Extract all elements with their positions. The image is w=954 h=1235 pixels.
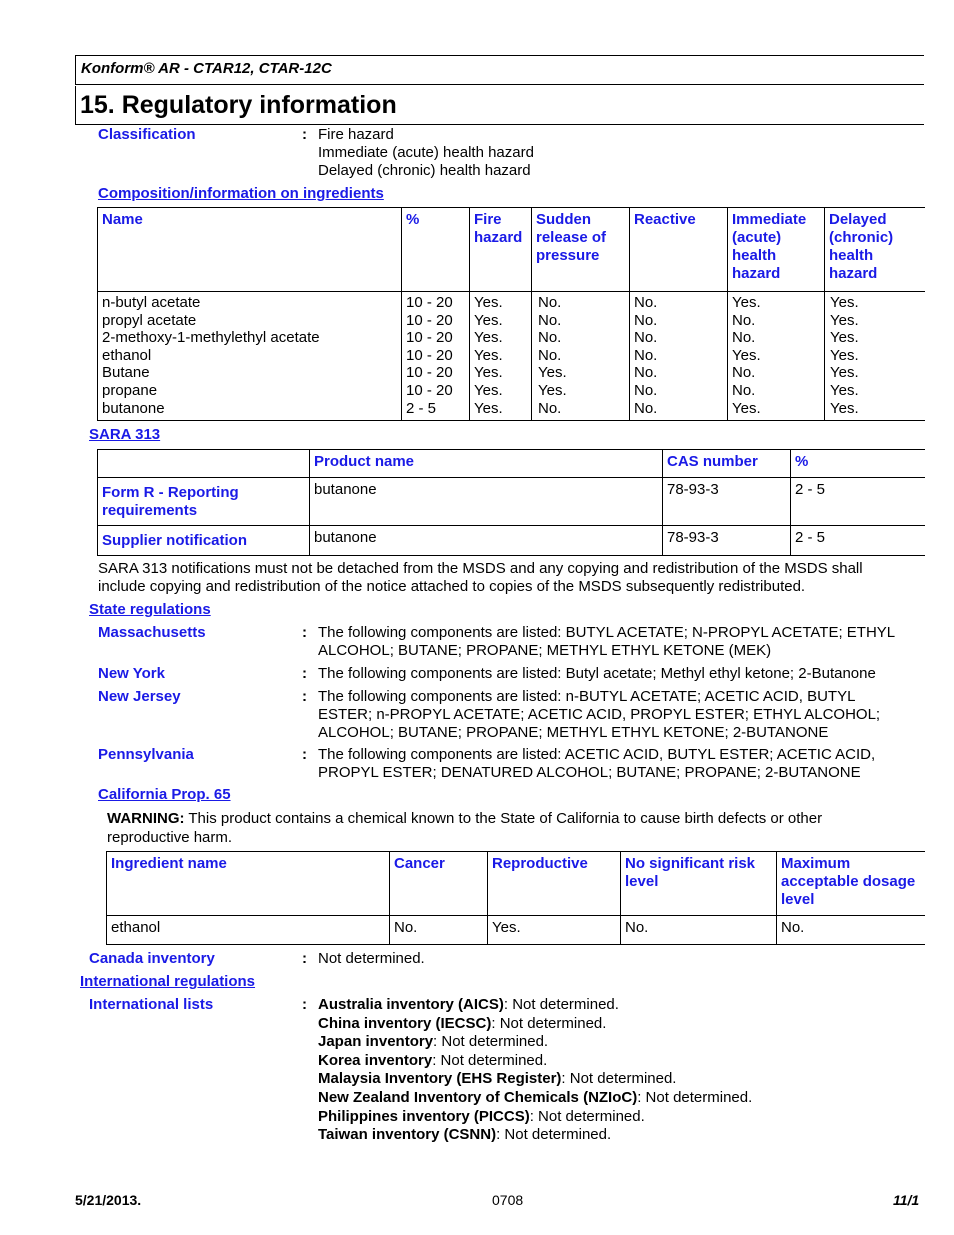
sara-link[interactable]: SARA 313 (89, 426, 161, 443)
inventory-value: : Not determined. (433, 1033, 549, 1051)
international-link[interactable]: International regulations (80, 973, 256, 990)
immediate-value: No. (732, 364, 756, 382)
sudden-value: Yes. (538, 381, 567, 399)
inventory-item (318, 1015, 752, 1034)
state-label-new-jersey: New Jersey (98, 688, 181, 705)
ca-madl: No. (777, 916, 926, 945)
ingredient-name: ethanol (102, 346, 152, 364)
reactive-value: No. (634, 399, 658, 417)
fire-value: Yes. (474, 294, 503, 311)
inventory-name: Philippines inventory (PICCS) (318, 1107, 530, 1125)
state-label-massachusetts: Massachusetts (98, 624, 206, 641)
ingredient-name: Butane (102, 364, 150, 382)
sudden-value: No. (538, 311, 562, 329)
california-warning (107, 810, 822, 847)
state-text-pennsylvania (318, 746, 875, 782)
ingredient-name: propyl acetate (102, 311, 197, 329)
inventory-item (318, 996, 752, 1015)
california-link[interactable]: California Prop. 65 (98, 786, 231, 803)
fire-value: Yes. (474, 311, 503, 329)
classification-value: Immediate (acute) health hazard (318, 144, 534, 161)
percent-value: 10 - 20 (406, 329, 453, 347)
fire-value: Yes. (474, 399, 503, 417)
state-colon: : (302, 746, 307, 763)
classification-colon: : (302, 126, 307, 143)
reactive-value: No. (634, 294, 658, 311)
state-colon: : (302, 688, 307, 705)
classification-value: Fire hazard (318, 126, 394, 143)
percent-value: 10 - 20 (406, 381, 453, 399)
col-header-delayed: Delayed (chronic) health hazard (825, 208, 926, 292)
inventory-value: : Not determined. (561, 1070, 677, 1088)
delayed-value: Yes. (830, 399, 859, 417)
sara-table (97, 449, 925, 556)
delayed-value: Yes. (830, 364, 859, 382)
inventory-value: : Not determined. (503, 996, 619, 1013)
ca-header-reproductive: Reproductive (488, 852, 621, 916)
reactive-value: No. (634, 311, 658, 329)
col-header-percent: % (402, 208, 470, 292)
sara-row-label: Form R - Reporting requirements (98, 478, 310, 526)
sara-product: butanone (310, 478, 663, 526)
reactive-value: No. (634, 381, 658, 399)
sara-product: butanone (310, 526, 663, 556)
immediate-value: No. (732, 381, 756, 399)
international-lists (318, 996, 752, 1145)
ingredient-name: propane (102, 381, 158, 399)
california-table (106, 851, 925, 945)
names-cell (98, 292, 402, 421)
ingredient-name: 2-methoxy-1-methylethyl acetate (102, 329, 320, 347)
inventory-name: China inventory (IECSC) (318, 1014, 492, 1032)
inventory-item (318, 1108, 752, 1127)
reactive-value: No. (634, 329, 658, 347)
sara-note-line: SARA 313 notifications must not be detached from the MSDS and any copying and redistribution of the MSDS shall (98, 560, 863, 577)
state-line: The following components are listed: ACETIC ACID, BUTYL ESTER; ACETIC ACID, (318, 746, 876, 763)
state-line: The following components are listed: BUTYL ACETATE; N-PROPYL ACETATE; ETHYL (318, 624, 896, 641)
inventory-item (318, 1052, 752, 1071)
fire-value: Yes. (474, 381, 503, 399)
ca-header-ingredient: Ingredient name (107, 852, 390, 916)
sara-note (98, 560, 863, 596)
footer-page: 11/1 (893, 1192, 920, 1208)
warning-text: This product contains a chemical known to the State of California to cause birth defects or other (184, 810, 823, 827)
warning-text-line2: reproductive harm. (107, 829, 233, 846)
state-line: PROPYL ESTER; DENATURED ALCOHOL; BUTANE; PROPANE; 2-BUTANONE (318, 764, 861, 781)
canada-value: Not determined. (318, 950, 425, 967)
state-colon: : (302, 665, 307, 682)
sara-header-cas: CAS number (663, 450, 791, 478)
state-text-massachusetts (318, 624, 895, 660)
inventory-value: : Not determined. (637, 1088, 753, 1106)
state-line: ALCOHOL; BUTANE; PROPANE; METHYL ETHYL KETONE; 2-BUTANONE (318, 724, 829, 741)
sara-row-label: Supplier notification (98, 526, 310, 556)
inventory-name: Taiwan inventory (CSNN) (318, 1126, 497, 1144)
section-title-box (75, 86, 924, 125)
reactive-cell (630, 292, 728, 421)
inventory-value: : Not determined. (529, 1107, 645, 1125)
sara-cas: 78-93-3 (663, 526, 791, 556)
percent-value: 10 - 20 (406, 364, 453, 382)
state-regulations-link[interactable]: State regulations (89, 601, 211, 618)
product-name: Konform® AR - CTAR12, CTAR-12C (81, 60, 332, 77)
state-text-new-york (318, 665, 876, 683)
state-line: The following components are listed: Butyl acetate; Methyl ethyl ketone; 2-Butanone (318, 665, 876, 682)
ca-header-madl: Maximum acceptable dosage level (777, 852, 926, 916)
ca-cancer: No. (390, 916, 488, 945)
section-title: 15. Regulatory information (80, 91, 397, 119)
col-header-name: Name (98, 208, 402, 292)
fire-value: Yes. (474, 329, 503, 347)
canada-colon: : (302, 950, 307, 967)
immediate-value: Yes. (732, 294, 761, 311)
percent-cell (402, 292, 470, 421)
ca-nsrl: No. (621, 916, 777, 945)
ca-header-cancer: Cancer (390, 852, 488, 916)
immediate-value: Yes. (732, 346, 761, 364)
composition-table (97, 207, 925, 421)
sara-header-product: Product name (310, 450, 663, 478)
warning-label: WARNING: (107, 810, 185, 827)
delayed-value: Yes. (830, 311, 859, 329)
classification-value: Delayed (chronic) health hazard (318, 162, 531, 179)
state-text-new-jersey (318, 688, 880, 742)
state-line: ESTER; n-PROPYL ACETATE; ACETIC ACID, PROPYL ESTER; ETHYL ALCOHOL; (318, 706, 881, 723)
sudden-value: No. (538, 294, 562, 311)
footer-code: 0708 (492, 1192, 524, 1208)
sara-corner-cell (98, 450, 310, 478)
sara-note-line: include copying and redistribution of the notice attached to copies of the MSDS subsequently redistributed. (98, 578, 806, 595)
state-colon: : (302, 624, 307, 641)
footer-date: 5/21/2013. (75, 1192, 142, 1208)
inventory-item (318, 1033, 752, 1052)
inventory-item (318, 1070, 752, 1089)
delayed-value: Yes. (830, 381, 859, 399)
inventory-name: Japan inventory (318, 1033, 434, 1051)
inventory-name: Korea inventory (318, 1051, 433, 1069)
ca-header-nsrl: No significant risk level (621, 852, 777, 916)
delayed-cell (825, 292, 926, 421)
immediate-value: No. (732, 311, 756, 329)
percent-value: 10 - 20 (406, 346, 453, 364)
sudden-value: No. (538, 399, 562, 417)
col-header-fire: Fire hazard (470, 208, 532, 292)
percent-value: 10 - 20 (406, 311, 453, 329)
ca-reproductive: Yes. (488, 916, 621, 945)
international-colon: : (302, 996, 307, 1013)
classification-label: Classification (98, 126, 196, 143)
sara-cas: 78-93-3 (663, 478, 791, 526)
fire-cell (470, 292, 532, 421)
inventory-item (318, 1089, 752, 1108)
delayed-value: Yes. (830, 294, 859, 311)
sudden-value: Yes. (538, 364, 567, 382)
canada-label: Canada inventory (89, 950, 215, 967)
sudden-value: No. (538, 329, 562, 347)
immediate-value: Yes. (732, 399, 761, 417)
inventory-value: : Not determined. (432, 1051, 548, 1069)
inventory-value: : Not determined. (496, 1126, 612, 1144)
product-header (75, 55, 924, 85)
delayed-value: Yes. (830, 329, 859, 347)
reactive-value: No. (634, 346, 658, 364)
sudden-cell (532, 292, 630, 421)
ingredient-name: n-butyl acetate (102, 294, 201, 311)
immediate-value: No. (732, 329, 756, 347)
classification-values (318, 126, 534, 180)
col-header-sudden: Sudden release of pressure (532, 208, 630, 292)
delayed-value: Yes. (830, 346, 859, 364)
sara-percent: 2 - 5 (791, 478, 926, 526)
percent-value: 10 - 20 (406, 294, 453, 311)
state-line: ALCOHOL; BUTANE; PROPANE; METHYL ETHYL KETONE (MEK) (318, 642, 772, 659)
sudden-value: No. (538, 346, 562, 364)
immediate-cell (728, 292, 825, 421)
international-lists-label: International lists (89, 996, 214, 1013)
state-line: The following components are listed: n-BUTYL ACETATE; ACETIC ACID, BUTYL (318, 688, 856, 705)
inventory-name: Australia inventory (AICS) (318, 996, 504, 1013)
ingredient-name: butanone (102, 399, 165, 417)
fire-value: Yes. (474, 364, 503, 382)
ca-ingredient: ethanol (107, 916, 390, 945)
sara-header-percent: % (791, 450, 926, 478)
state-label-pennsylvania: Pennsylvania (98, 746, 194, 763)
inventory-item (318, 1126, 752, 1145)
composition-link[interactable]: Composition/information on ingredients (98, 185, 384, 202)
inventory-name: Malaysia Inventory (EHS Register) (318, 1070, 562, 1088)
sara-percent: 2 - 5 (791, 526, 926, 556)
col-header-reactive: Reactive (630, 208, 728, 292)
col-header-immediate: Immediate (acute) health hazard (728, 208, 825, 292)
inventory-value: : Not determined. (491, 1014, 607, 1032)
inventory-name: New Zealand Inventory of Chemicals (NZIoC) (318, 1088, 638, 1106)
reactive-value: No. (634, 364, 658, 382)
percent-value: 2 - 5 (406, 399, 437, 417)
fire-value: Yes. (474, 346, 503, 364)
state-label-new-york: New York (98, 665, 165, 682)
